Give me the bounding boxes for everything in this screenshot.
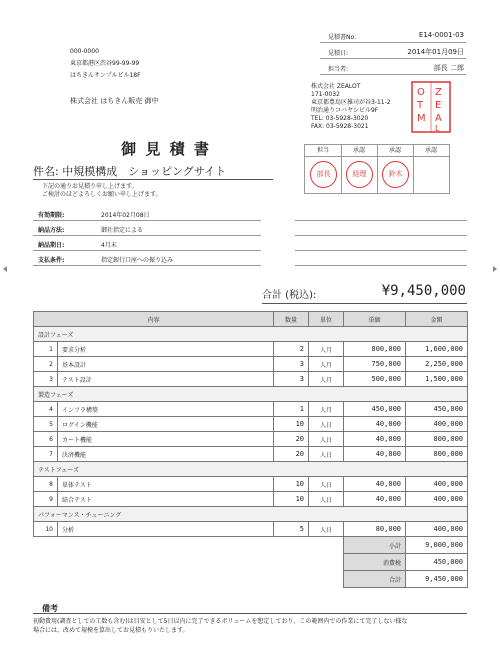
row-price: 40,000 <box>344 432 406 447</box>
row-item-name: 分析 <box>58 522 274 537</box>
row-item-name: カート機能 <box>58 432 274 447</box>
svg-text:M: M <box>417 113 426 124</box>
row-no: 2 <box>34 357 58 372</box>
row-qty: 3 <box>274 357 309 372</box>
phase-row <box>34 327 468 342</box>
row-amount: 1,600,000 <box>406 342 468 357</box>
row-amount: 400,000 <box>406 522 468 537</box>
row-item-name: 基本設計 <box>58 357 274 372</box>
issuer-tel: TEL: 03-5928-3020 <box>311 115 369 122</box>
recipient-address-1: 東京都港区渋谷99-99-99 <box>70 60 140 67</box>
date-label: 見積日: <box>328 50 349 57</box>
row-price: 80,000 <box>344 522 406 537</box>
row-unit: 人月 <box>309 342 344 357</box>
intro-line-1: 下記の通りお見積り申し上げます。 <box>42 183 138 190</box>
table-row <box>34 342 468 357</box>
condition-row <box>33 236 467 251</box>
row-unit: 人日 <box>309 447 344 462</box>
row-item-name: ログイン機能 <box>58 417 274 432</box>
row-amount: 1,500,000 <box>406 372 468 387</box>
row-qty: 20 <box>274 447 309 462</box>
row-qty: 5 <box>274 522 309 537</box>
row-amount: 450,000 <box>406 402 468 417</box>
row-qty: 10 <box>274 477 309 492</box>
svg-text:A: A <box>435 113 442 124</box>
phase-label: パフォーマンス・チューニング <box>34 507 468 522</box>
row-unit: 人日 <box>309 417 344 432</box>
row-price: 40,000 <box>344 447 406 462</box>
header-unit: 単位 <box>309 312 344 327</box>
row-qty: 3 <box>274 372 309 387</box>
header-price: 単価 <box>344 312 406 327</box>
table-row <box>34 522 468 537</box>
condition-label: 納品方法: <box>38 227 65 234</box>
estimate-no: E14-0001-03 <box>418 31 464 39</box>
summary-row <box>34 554 468 571</box>
condition-label: 納品期日: <box>38 242 65 249</box>
estimate-no-label: 見積書No: <box>328 34 357 41</box>
row-unit: 人月 <box>309 402 344 417</box>
row-amount: 400,000 <box>406 417 468 432</box>
row-no: 1 <box>34 342 58 357</box>
subject-underline <box>33 179 273 180</box>
row-item-name: 決済機能 <box>58 447 274 462</box>
person-label: 担当者: <box>328 66 349 73</box>
row-no: 7 <box>34 447 58 462</box>
header-amount: 金額 <box>406 312 468 327</box>
row-price: 450,000 <box>344 402 406 417</box>
summary-label: 合計 <box>344 571 406 588</box>
approval-grid <box>304 144 450 194</box>
table-row <box>34 417 468 432</box>
approval-stamp: 経理 <box>346 161 373 188</box>
remarks-line-1: 初動費用(調査としての工数も含む)は目安として5日以内に完了できるボリュームを想定しており、この範囲内での作業にて完了しない様な <box>33 618 408 625</box>
total-amount: ¥9,450,000 <box>381 283 466 299</box>
summary-row <box>34 537 468 554</box>
row-unit: 人日 <box>309 492 344 507</box>
row-price: 800,000 <box>344 342 406 357</box>
phase-row <box>34 387 468 402</box>
summary-row <box>34 571 468 588</box>
estimate-date: 2014年01月09日 <box>407 48 464 56</box>
row-unit: 人日 <box>309 522 344 537</box>
condition-value: 御社指定による <box>101 227 144 234</box>
summary-label: 消費税 <box>344 554 406 571</box>
condition-value: 4月末 <box>101 242 117 249</box>
row-no: 3 <box>34 372 58 387</box>
issuer-fax: FAX: 03-5928-3021 <box>311 123 369 130</box>
condition-label: 有効期限: <box>38 212 65 219</box>
svg-text:T: T <box>417 100 424 111</box>
row-price: 40,000 <box>344 492 406 507</box>
row-unit: 人日 <box>309 477 344 492</box>
summary-value: 450,000 <box>406 554 468 571</box>
row-qty: 2 <box>274 342 309 357</box>
row-amount: 400,000 <box>406 492 468 507</box>
summary-value: 9,000,000 <box>406 537 468 554</box>
row-amount: 800,000 <box>406 447 468 462</box>
approval-header: 承認 <box>341 145 377 157</box>
condition-value: 2014年02月08日 <box>101 212 150 219</box>
condition-label: 支払条件: <box>38 257 65 264</box>
row-unit: 人月 <box>309 357 344 372</box>
row-amount: 800,000 <box>406 432 468 447</box>
remarks-divider <box>33 613 467 614</box>
row-no: 4 <box>34 402 58 417</box>
table-row <box>34 447 468 462</box>
approval-header: 承認 <box>377 145 413 157</box>
row-unit: 人月 <box>309 372 344 387</box>
svg-text:Z: Z <box>435 87 442 98</box>
estimate-meta <box>320 27 466 75</box>
items-table <box>33 311 468 588</box>
row-item-name: インフラ構築 <box>58 402 274 417</box>
person-in-charge: 部長 二郎 <box>433 64 464 72</box>
row-qty: 1 <box>274 402 309 417</box>
condition-value: 指定銀行口座への振り込み <box>101 257 174 264</box>
phase-row <box>34 507 468 522</box>
row-no: 6 <box>34 432 58 447</box>
table-row <box>34 477 468 492</box>
left-arrow-icon <box>3 266 7 272</box>
summary-value: 9,450,000 <box>406 571 468 588</box>
recipient-company: 株式会社 はちきん販売 御中 <box>70 97 159 105</box>
approval-stamp: 部長 <box>310 161 337 188</box>
phase-label: テストフェーズ <box>34 462 468 477</box>
table-row <box>34 492 468 507</box>
svg-text:E: E <box>435 100 442 111</box>
header-qty: 数量 <box>274 312 309 327</box>
remarks-heading: 備考 <box>42 604 58 613</box>
approval-stamp: 鈴木 <box>382 161 409 188</box>
row-no: 8 <box>34 477 58 492</box>
company-seal <box>411 81 451 133</box>
issuer-address-1: 東京都豊島区雑司が谷3-11-2 <box>311 99 391 106</box>
row-amount: 2,250,000 <box>406 357 468 372</box>
row-price: 40,000 <box>344 477 406 492</box>
approval-header: 承認 <box>413 145 449 157</box>
issuer-postal: 171-0032 <box>311 91 340 98</box>
summary-spacer <box>34 554 344 571</box>
row-no: 9 <box>34 492 58 507</box>
table-row <box>34 402 468 417</box>
phase-row <box>34 462 468 477</box>
row-no: 10 <box>34 522 58 537</box>
row-price: 40,000 <box>344 417 406 432</box>
row-amount: 400,000 <box>406 477 468 492</box>
row-qty: 20 <box>274 432 309 447</box>
total-label: 合計 (税込): <box>262 290 317 301</box>
row-item-name: テスト設計 <box>58 372 274 387</box>
row-qty: 10 <box>274 417 309 432</box>
total-underline <box>262 303 467 304</box>
condition-row <box>33 251 467 266</box>
summary-spacer <box>34 571 344 588</box>
document-title: 御 見 積 書 <box>121 140 211 158</box>
intro-line-2: ご検討のほどよろしくお願い申し上げます。 <box>42 191 162 198</box>
row-qty: 10 <box>274 492 309 507</box>
summary-label: 小計 <box>344 537 406 554</box>
row-item-name: 要求分析 <box>58 342 274 357</box>
issuer-name: 株式会社 ZEALOT <box>311 83 361 90</box>
header-content: 内容 <box>34 312 274 327</box>
table-header-row <box>34 312 468 327</box>
phase-label: 設計フェーズ <box>34 327 468 342</box>
right-arrow-icon <box>493 266 497 272</box>
svg-text:L: L <box>435 124 440 133</box>
remarks-line-2: 場合には、改めて規模を算出してお見積もりいたします。 <box>33 627 189 634</box>
recipient-postal: 000-0000 <box>70 48 99 55</box>
svg-text:O: O <box>417 87 425 98</box>
condition-row <box>33 221 467 236</box>
condition-row <box>33 206 467 221</box>
row-price: 750,000 <box>344 357 406 372</box>
issuer-address-2: 明治通りコバヤシビル9F <box>311 107 379 114</box>
row-no: 5 <box>34 417 58 432</box>
row-price: 500,000 <box>344 372 406 387</box>
phase-label: 製造フェーズ <box>34 387 468 402</box>
row-unit: 人日 <box>309 432 344 447</box>
row-item-name: 結合テスト <box>58 492 274 507</box>
recipient-address-2: はちきんサンプルビル18F <box>70 72 141 79</box>
row-item-name: 単体テスト <box>58 477 274 492</box>
table-row <box>34 432 468 447</box>
subject: 件名: 中規模構成 ショッピングサイト <box>33 165 226 178</box>
summary-spacer <box>34 537 344 554</box>
approval-header: 担当 <box>305 145 341 157</box>
table-row <box>34 372 468 387</box>
table-row <box>34 357 468 372</box>
